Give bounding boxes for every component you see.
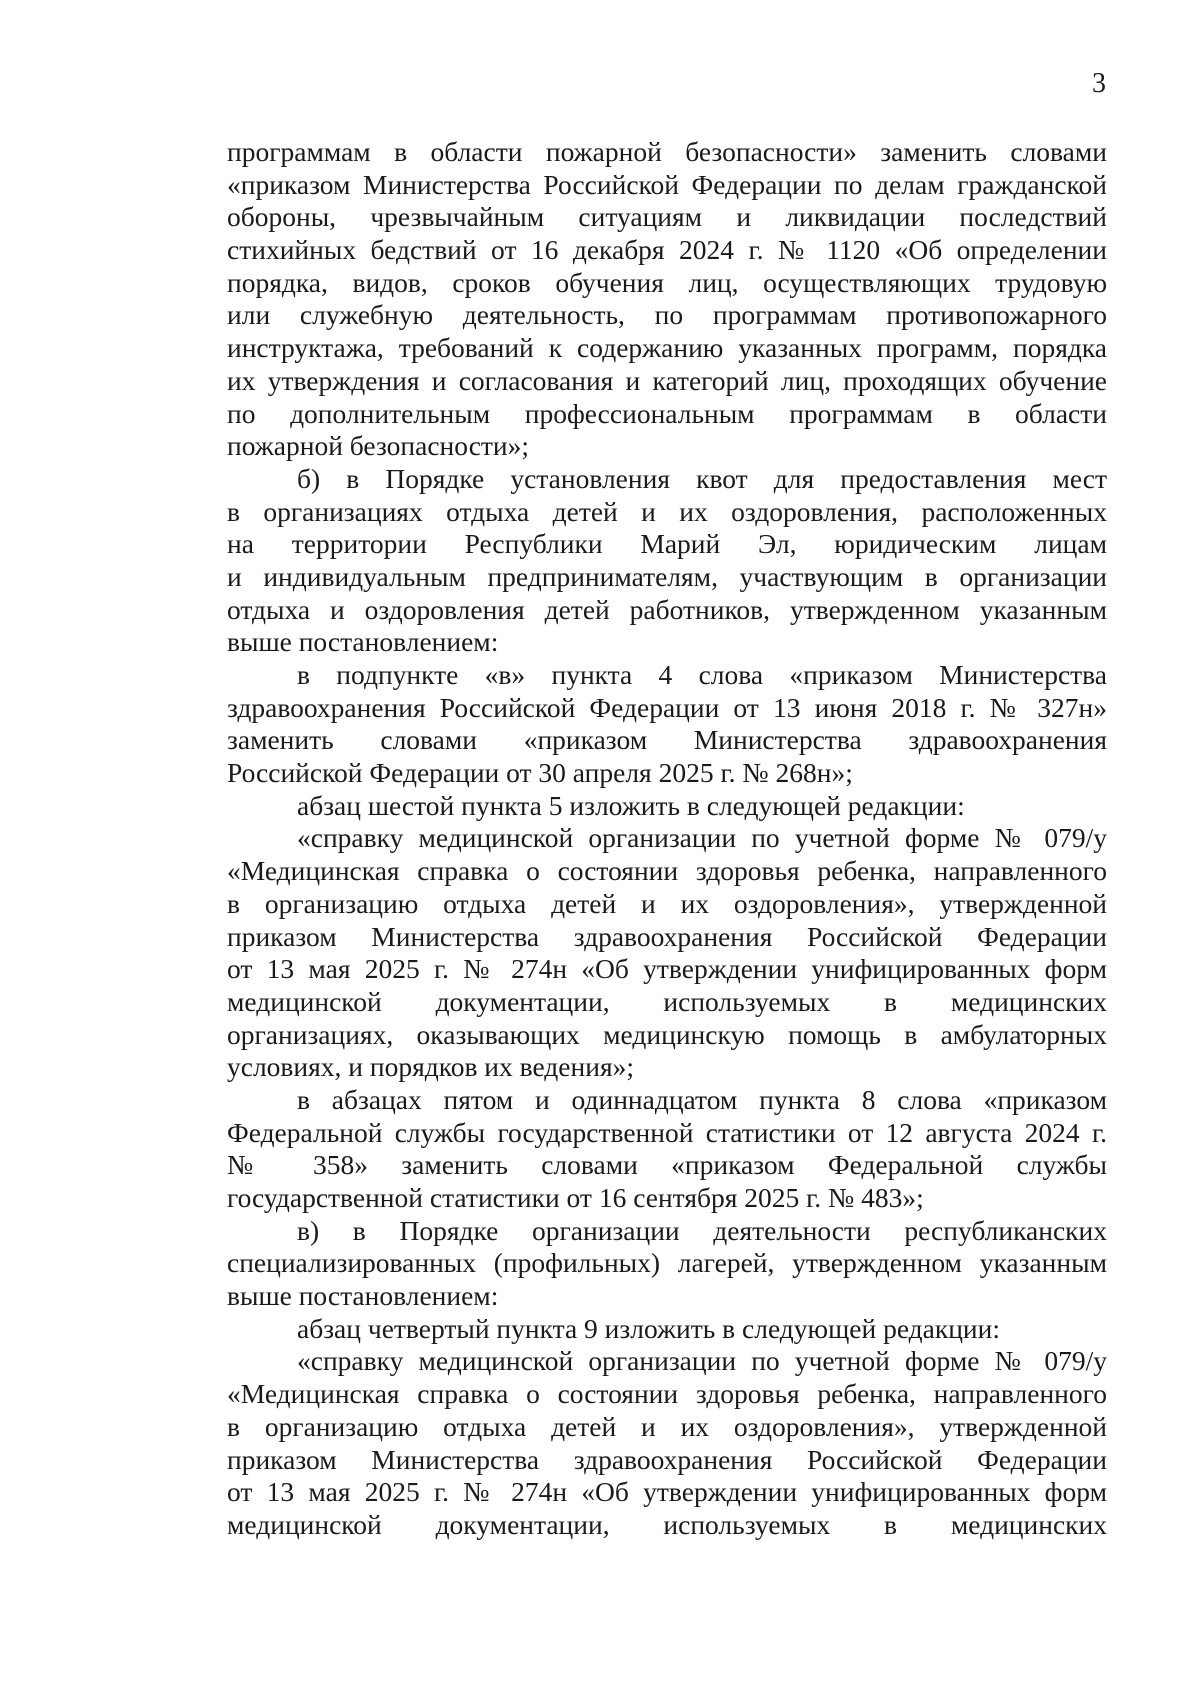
text-line: отдыха и оздоровления детей работников, утвержденном указанным <box>227 593 1107 625</box>
text-line: специализированных (профильных) лагерей, утвержденном указанным <box>227 1247 1107 1279</box>
text-line: стихийных бедствий от 16 декабря 2024 г. № 1120 «Об определении <box>227 234 1107 266</box>
text-line: Российской Федерации от 30 апреля 2025 г. № 268н»; <box>227 757 853 789</box>
text-line: медицинской документации, используемых в медицинских <box>227 1508 1107 1540</box>
text-line: выше постановлением: <box>227 1280 499 1312</box>
text-line: обороны, чрезвычайным ситуациям и ликвидации последствий <box>227 201 1107 233</box>
text-line: Федеральной службы государственной статистики от 12 августа 2024 г. <box>227 1116 1107 1148</box>
text-line: медицинской документации, используемых в медицинских <box>227 985 1107 1017</box>
text-line: в) в Порядке организации деятельности республиканских <box>297 1214 1107 1246</box>
text-line: здравоохранения Российской Федерации от 13 июня 2018 г. № 327н» <box>227 691 1107 723</box>
text-line: в подпункте «в» пункта 4 слова «приказом Министерства <box>297 659 1107 690</box>
text-line: их утверждения и согласования и категорий лиц, проходящих обучение <box>227 364 1107 396</box>
text-line: б) в Порядке установления квот для предоставления мест <box>297 462 1107 494</box>
page-number: 3 <box>1092 68 1106 99</box>
text-line: и индивидуальным предпринимателям, участвующим в организации <box>227 560 1107 592</box>
text-line: «справку медицинской организации по учетной форме № 079/у <box>297 822 1107 854</box>
text-line: «приказом Министерства Российской Федерации по делам гражданской <box>227 168 1107 200</box>
text-line: «Медицинская справка о состоянии здоровья ребенка, направленного <box>227 1378 1107 1410</box>
text-line: в организацию отдыха детей и их оздоровления», утвержденной <box>227 887 1107 919</box>
text-line: заменить словами «приказом Министерства здравоохранения <box>227 724 1107 756</box>
text-line: государственной статистики от 16 сентября 2025 г. № 483»; <box>227 1182 924 1213</box>
text-line: абзац четвертый пункта 9 изложить в следующей редакции: <box>297 1312 1001 1344</box>
text-line: порядка, видов, сроков обучения лиц, осуществляющих трудовую <box>227 266 1107 298</box>
text-line: «справку медицинской организации по учетной форме № 079/у <box>297 1345 1107 1377</box>
text-line: № 358» заменить словами «приказом Федеральной службы <box>227 1149 1107 1181</box>
text-line: пожарной безопасности»; <box>227 430 530 462</box>
text-line: приказом Министерства здравоохранения Российской Федерации <box>227 920 1107 952</box>
text-line: в организацию отдыха детей и их оздоровления», утвержденной <box>227 1410 1107 1442</box>
text-line: в организациях отдыха детей и их оздоровления, расположенных <box>227 495 1107 527</box>
text-line: или служебную деятельность, по программам противопожарного <box>227 299 1107 331</box>
text-line: программам в области пожарной безопасности» заменить словами <box>227 136 1107 167</box>
text-line: на территории Республики Марий Эл, юридическим лицам <box>227 528 1107 560</box>
document-text <box>227 136 1107 1542</box>
text-line: «Медицинская справка о состоянии здоровья ребенка, направленного <box>227 855 1107 887</box>
text-line: абзац шестой пункта 5 изложить в следующей редакции: <box>297 789 965 821</box>
text-line: выше постановлением: <box>227 626 499 658</box>
text-line: инструктажа, требований к содержанию указанных программ, порядка <box>227 332 1107 364</box>
text-line: по дополнительным профессиональным программам в области <box>227 397 1107 429</box>
text-line: организациях, оказывающих медицинскую помощь в амбулаторных <box>227 1018 1107 1050</box>
text-line: от 13 мая 2025 г. № 274н «Об утверждении унифицированных форм <box>227 1476 1107 1508</box>
text-line: в абзацах пятом и одиннадцатом пункта 8 слова «приказом <box>297 1083 1107 1115</box>
text-line: приказом Министерства здравоохранения Российской Федерации <box>227 1443 1107 1475</box>
text-line: от 13 мая 2025 г. № 274н «Об утверждении унифицированных форм <box>227 953 1107 985</box>
text-line: условиях, и порядков их ведения»; <box>227 1051 634 1083</box>
